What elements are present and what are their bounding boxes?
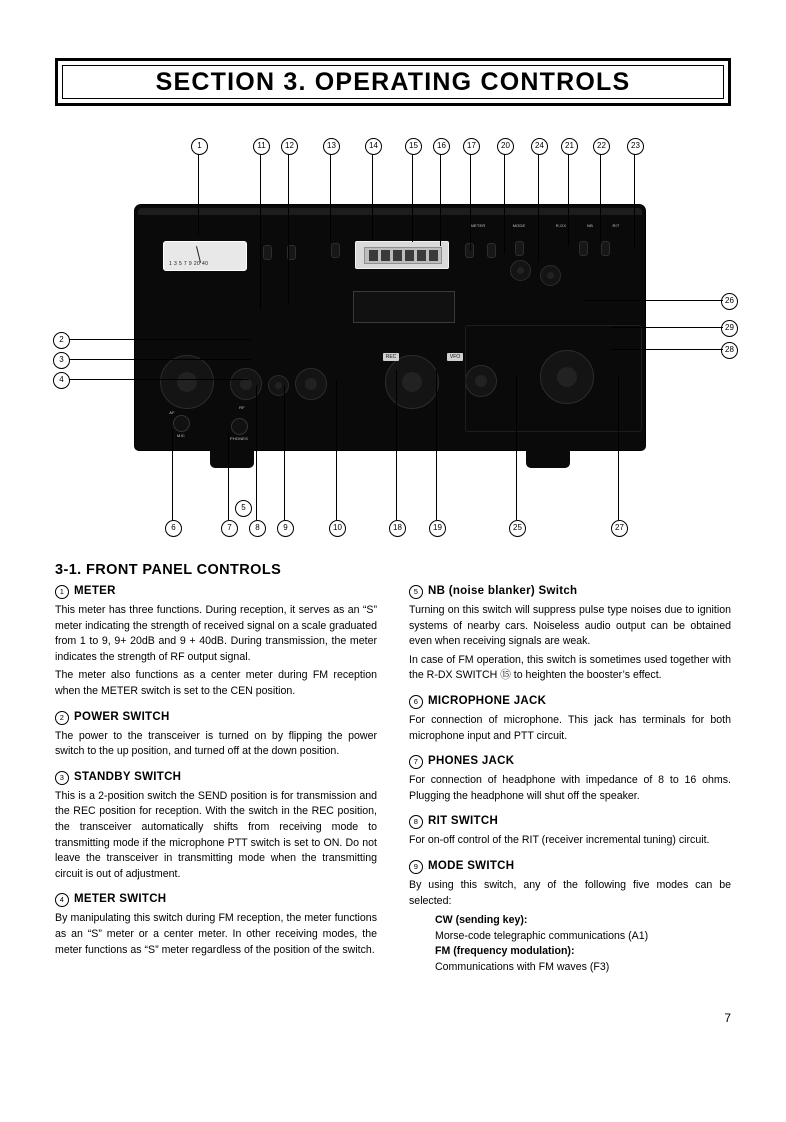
control-number-5: 5 (409, 585, 423, 599)
rdx-toggle (487, 243, 496, 258)
meter-scale-label: 1 3 5 7 9 20 40 (169, 261, 209, 267)
control-number-9: 9 (409, 860, 423, 874)
band-selector-knob (385, 355, 439, 409)
mode-knob (295, 368, 327, 400)
callout-18: 18 (389, 520, 406, 537)
control-number-8: 8 (409, 815, 423, 829)
phones-jack (231, 418, 248, 435)
control-name-1: METER (74, 585, 116, 597)
vfo-badge: VFO (447, 353, 463, 361)
vfo-section-outline (465, 325, 642, 432)
dial-window (353, 291, 455, 323)
mode-item-cw (435, 913, 731, 944)
callout-20: 20 (497, 138, 514, 155)
control-1-paragraph-1: This meter has three functions. During reception, it serves as an “S” meter indicating the strength of received signal on a scale graduated from 1 to 9, 9+ 20dB and 9 + 40dB. During transmission, the meter indicates the strength of RF output signal. (55, 604, 377, 663)
clarifier-knob (510, 260, 531, 281)
vox-toggle (515, 241, 524, 256)
control-heading-3 (55, 771, 377, 785)
mode-name-fm: FM (frequency modulation): (435, 945, 575, 958)
control-9-paragraph-1: By using this switch, any of the following five modes can be selected: (409, 878, 731, 907)
control-heading-7 (409, 755, 731, 769)
s-meter (163, 241, 247, 271)
frequency-display (355, 241, 449, 269)
mode-list (435, 913, 731, 975)
control-number-2: 2 (55, 711, 69, 725)
mode-desc-cw: Morse-code telegraphic communications (A1) (435, 929, 649, 942)
control-heading-5 (409, 585, 731, 599)
panel-label-rf: RF (239, 405, 245, 410)
display-digits (364, 247, 442, 264)
squelch-knob (540, 265, 561, 286)
control-1-paragraph-2: The meter also functions as a center meter during FM reception when the METER switch is set to the CEN position. (55, 669, 377, 697)
control-name-2: POWER SWITCH (74, 710, 170, 723)
control-6-paragraph-1: For connection of microphone. This jack has terminals for both microphone input and PTT circuit. (409, 713, 731, 742)
control-name-3: STANDBY SWITCH (74, 770, 182, 783)
callout-29: 29 (721, 320, 738, 337)
control-7-paragraph-1: For connection of headphone with impedance of 8 to 16 ohms. Plugging the headphone will shut off the speaker. (409, 774, 731, 802)
panel-label-mode: MODE (512, 223, 526, 228)
control-heading-2 (55, 711, 377, 725)
callout-16: 16 (433, 138, 450, 155)
control-name-6: MICROPHONE JACK (428, 694, 547, 707)
page-number: 7 (724, 1011, 731, 1025)
callout-23: 23 (627, 138, 644, 155)
callout-8: 8 (249, 520, 266, 537)
callout-3: 3 (53, 352, 70, 369)
callout-17: 17 (463, 138, 480, 155)
control-heading-9 (409, 860, 731, 874)
callout-2: 2 (53, 332, 70, 349)
callout-6: 6 (165, 520, 182, 537)
callout-11: 11 (253, 138, 270, 155)
mode-name-cw: CW (sending key): (435, 914, 528, 927)
control-heading-4 (55, 893, 377, 907)
control-5-paragraph-1: Turning on this switch will suppress pulse type noises due to ignition systems of nearby cars. Noiseless audio output can be obtained even when receiving signals are weak. (409, 604, 731, 648)
callout-27: 27 (611, 520, 628, 537)
right-column (409, 585, 731, 976)
callout-1: 1 (191, 138, 208, 155)
callout-26: 26 (721, 293, 738, 310)
control-heading-8 (409, 815, 731, 829)
control-name-4: METER SWITCH (74, 893, 167, 906)
callout-5: 5 (235, 500, 252, 517)
callout-10: 10 (329, 520, 346, 537)
control-4-paragraph-1: By manipulating this switch during FM reception, the meter functions as an “S” meter or a center meter. In other receiving modes, the meter functions as “S” meter regardless of the position of the switch. (55, 912, 377, 956)
panel-label-rdx: R-DX (555, 223, 567, 228)
control-3-paragraph-1: This is a 2-position switch the SEND position is for transmission and the REC position for reception. With the switch in the REC position, the transceiver automatically shifts from receiving mode to transmitting mode if the microphone PTT switch is set to ON. Do not leave the transceiver in transmitting mode when the transmitting circuit is out of adjustment. (55, 789, 377, 880)
agc-toggle (579, 241, 588, 256)
section-title: SECTION 3. OPERATING CONTROLS (155, 67, 631, 96)
control-name-7: PHONES JACK (428, 755, 515, 768)
att-toggle (601, 241, 610, 256)
mode-item-fm (435, 944, 731, 975)
left-column (55, 585, 377, 976)
control-8-paragraph-1: For on-off control of the RIT (receiver incremental tuning) circuit. (409, 834, 710, 847)
callout-21: 21 (561, 138, 578, 155)
control-number-4: 4 (55, 893, 69, 907)
af-gain-knob (160, 355, 214, 409)
control-number-6: 6 (409, 695, 423, 709)
control-heading-1 (55, 585, 377, 599)
control-2-paragraph-1: The power to the transceiver is turned on by flipping the power switch to the up position, and turned off at the down position. (55, 729, 377, 758)
control-heading-6 (409, 695, 731, 709)
front-panel-figure (45, 130, 745, 545)
panel-label-nb: NB (587, 223, 593, 228)
callout-14: 14 (365, 138, 382, 155)
callout-15: 15 (405, 138, 422, 155)
callout-28: 28 (721, 342, 738, 359)
power-toggle (263, 245, 272, 260)
panel-label-mic: MIC (177, 433, 185, 438)
control-name-8: RIT SWITCH (428, 815, 499, 828)
control-number-1: 1 (55, 585, 69, 599)
callout-12: 12 (281, 138, 298, 155)
callout-22: 22 (593, 138, 610, 155)
panel-label-phones: PHONES (229, 436, 249, 441)
callout-24: 24 (531, 138, 548, 155)
control-number-3: 3 (55, 771, 69, 785)
rec-badge: REC (383, 353, 399, 361)
callout-7: 7 (221, 520, 238, 537)
callout-9: 9 (277, 520, 294, 537)
callout-19: 19 (429, 520, 446, 537)
control-number-7: 7 (409, 755, 423, 769)
panel-label-meter: METER (470, 223, 486, 228)
section-header-banner (55, 58, 731, 106)
callout-25: 25 (509, 520, 526, 537)
subsection-title: 3-1. FRONT PANEL CONTROLS (55, 562, 282, 578)
panel-label-af: AF (169, 410, 175, 415)
callout-13: 13 (323, 138, 340, 155)
microphone-jack (173, 415, 190, 432)
cabinet-foot-left (210, 448, 254, 468)
mode-desc-fm: Communications with FM waves (F3) (435, 960, 610, 973)
control-5-paragraph-2: In case of FM operation, this switch is sometimes used together with the R-DX SWITCH ⑮ to heighten the booster’s effect. (409, 653, 731, 682)
body-columns (55, 585, 731, 976)
rit-knob (268, 375, 289, 396)
callout-4: 4 (53, 372, 70, 389)
control-name-5: NB (noise blanker) Switch (428, 585, 578, 597)
rf-gain-knob (230, 368, 262, 400)
cabinet-foot-right (526, 448, 570, 468)
control-name-9: MODE SWITCH (428, 859, 515, 872)
panel-label-rit: RIT (612, 223, 620, 228)
meter-toggle (331, 243, 340, 258)
